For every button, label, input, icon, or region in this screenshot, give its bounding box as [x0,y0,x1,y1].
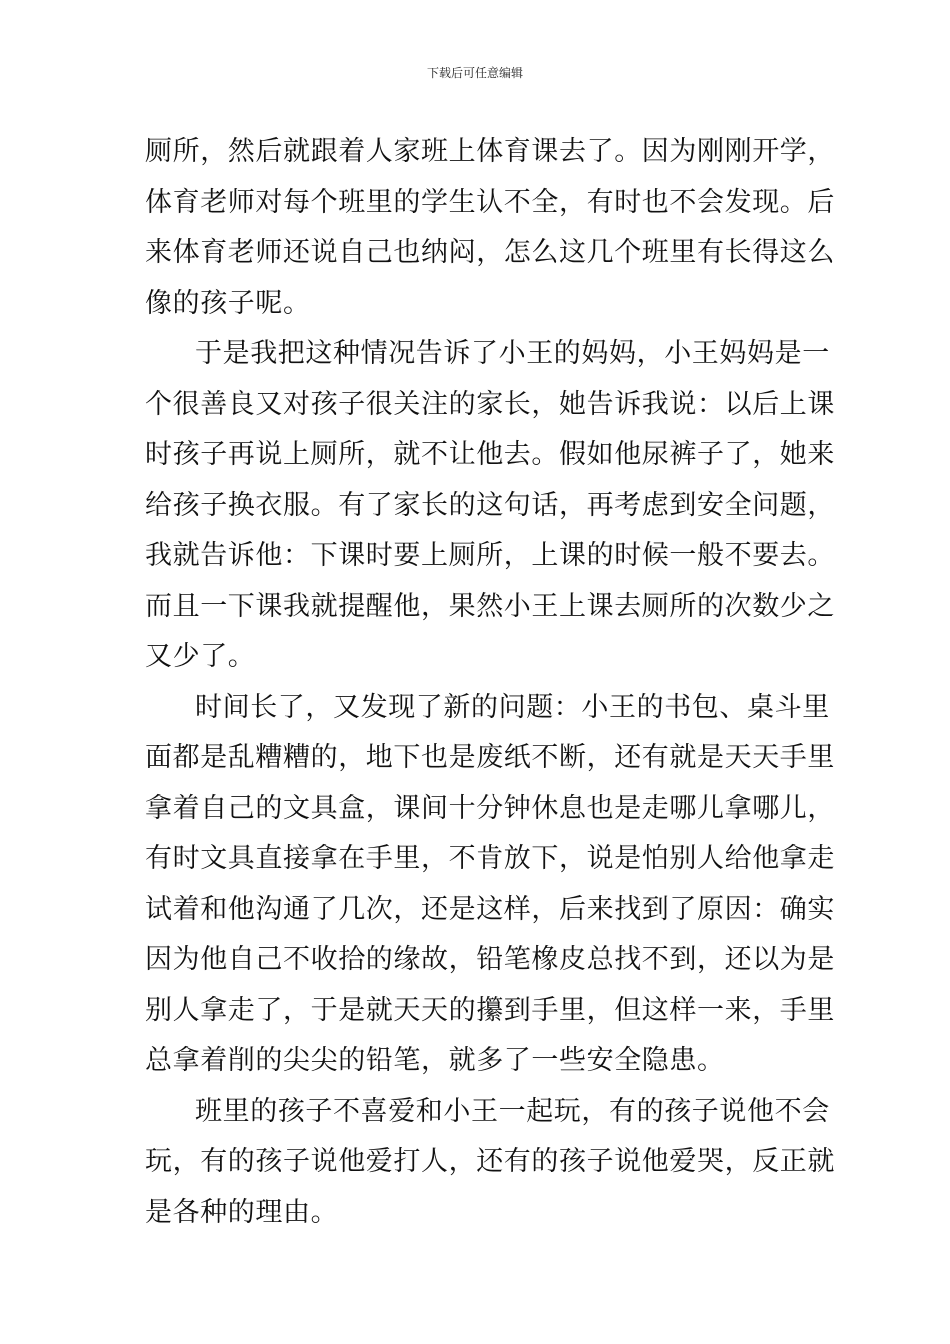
text-line: 于是我把这种情况告诉了小王的妈妈，小王妈妈是一 [195,338,830,369]
text-line: 总拿着削的尖尖的铅笔，就多了一些安全隐患。 [145,1045,725,1076]
paragraph-2 [145,329,835,683]
text-line: 有时文具直接拿在手里，不肯放下，说是怕别人给他拿走 [145,843,835,874]
text-line: 时间长了，又发现了新的问题：小王的书包、桌斗里 [195,691,830,723]
text-line: 给孩子换衣服。有了家长的这句话，再考虑到安全问题， [145,489,835,521]
text-line: 面都是乱糟糟的，地下也是废纸不断，还有就是天天手里 [145,742,835,773]
text-line: 而且一下课我就提醒他，果然小王上课去厕所的次数少之 [145,590,835,622]
text-line: 玩，有的孩子说他爱打人，还有的孩子说他爱哭，反正就 [145,1146,835,1177]
text-line: 时孩子再说上厕所，就不让他去。假如他尿裤子了，她来 [145,439,835,470]
text-line: 像的孩子呢。 [145,287,311,319]
text-line: 别人拿走了，于是就天天的攥到手里，但这样一来，手里 [145,994,835,1026]
text-line: 拿着自己的文具盒，课间十分钟休息也是走哪儿拿哪儿， [145,792,835,824]
page-header: 下载后可任意编辑 [426,66,523,80]
text-line: 试着和他沟通了几次，还是这样，后来找到了原因：确实 [145,893,835,925]
text-line: 是各种的理由。 [145,1196,339,1228]
paragraph-3 [145,683,835,1087]
text-line: 我就告诉他：下课时要上厕所，上课的时候一般不要去。 [145,540,835,571]
document-body [145,127,835,1238]
paragraph-1 [145,127,835,329]
text-line: 来体育老师还说自己也纳闷，怎么这几个班里有长得这么 [145,237,835,268]
text-line: 又少了。 [145,641,256,672]
text-line: 因为他自己不收拾的缘故，铅笔橡皮总找不到，还以为是 [145,944,835,975]
text-line: 厕所，然后就跟着人家班上体育课去了。因为刚刚开学， [145,136,835,167]
text-line: 班里的孩子不喜爱和小王一起玩，有的孩子说他不会 [195,1095,830,1127]
text-line: 个很善良又对孩子很关注的家长，她告诉我说：以后上课 [145,388,835,420]
text-line: 体育老师对每个班里的学生认不全，有时也不会发现。后 [145,186,835,218]
paragraph-4 [145,1087,835,1239]
